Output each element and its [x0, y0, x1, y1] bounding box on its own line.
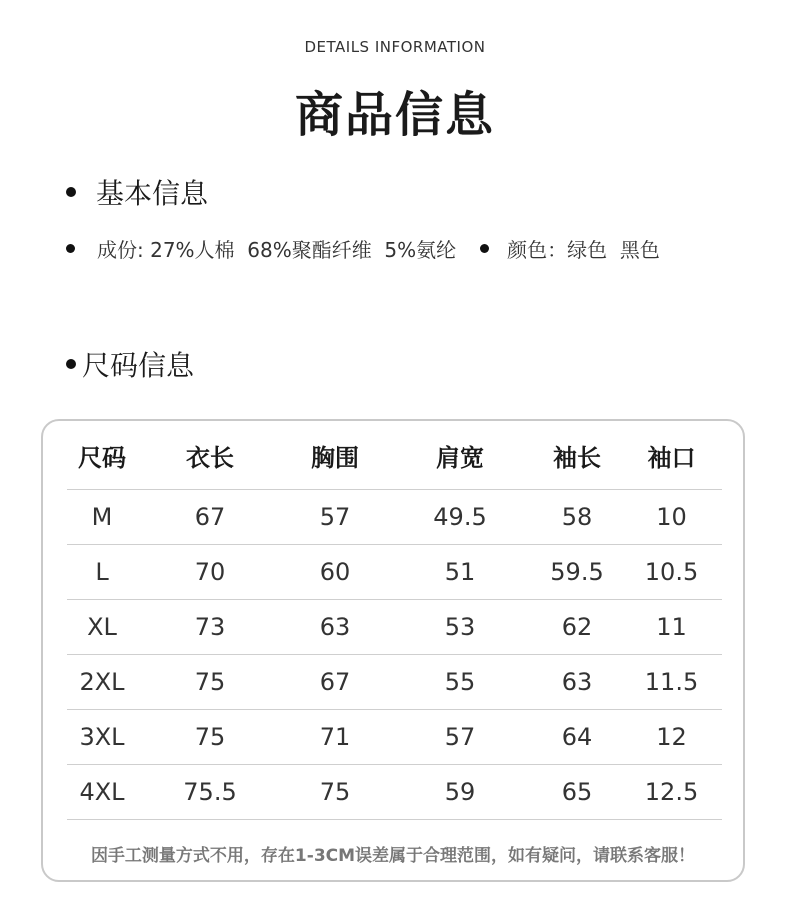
column-header-chest: 胸围 — [283, 421, 387, 490]
table-cell: 75 — [137, 655, 283, 710]
table-cell: 11 — [621, 600, 722, 655]
table-cell: 53 — [387, 600, 533, 655]
bullet-icon — [66, 187, 76, 197]
bullet-icon — [66, 244, 75, 253]
table-cell: L — [67, 545, 137, 600]
color-text: 颜色：绿色 黑色 — [507, 238, 660, 262]
table-cell: 51 — [387, 545, 533, 600]
basic-info-heading-label: 基本信息 — [96, 177, 209, 210]
table-cell: 3XL — [67, 710, 137, 765]
basic-info-line — [66, 234, 660, 263]
table-row — [67, 710, 722, 765]
table-cell: 57 — [387, 710, 533, 765]
table-cell: 10.5 — [621, 545, 722, 600]
table-cell: 75.5 — [137, 765, 283, 820]
table-cell: 4XL — [67, 765, 137, 820]
table-cell: 67 — [137, 490, 283, 545]
table-cell: 60 — [283, 545, 387, 600]
column-header-size: 尺码 — [67, 421, 137, 490]
basic-info-heading — [66, 172, 208, 212]
column-header-sleeve-length: 袖长 — [533, 421, 621, 490]
details-eyebrow: DETAILS INFORMATION — [304, 38, 486, 56]
table-row — [67, 655, 722, 710]
material-text: 成份: 27%人棉 68%聚酯纤维 5%氨纶 — [97, 238, 457, 262]
table-cell: XL — [67, 600, 137, 655]
table-cell: 58 — [533, 490, 621, 545]
table-cell: 2XL — [67, 655, 137, 710]
table-cell: 67 — [283, 655, 387, 710]
table-cell: 12.5 — [621, 765, 722, 820]
bullet-icon — [66, 359, 76, 369]
size-table — [67, 421, 722, 820]
table-header-row — [67, 421, 722, 490]
table-cell: M — [67, 490, 137, 545]
table-row — [67, 545, 722, 600]
table-cell: 73 — [137, 600, 283, 655]
bullet-icon — [480, 244, 489, 253]
table-cell: 57 — [283, 490, 387, 545]
measurement-footnote: 因手工测量方式不用，存在1-3CM误差属于合理范围，如有疑问，请联系客服！ — [90, 846, 696, 866]
table-cell: 62 — [533, 600, 621, 655]
table-row — [67, 600, 722, 655]
table-cell: 10 — [621, 490, 722, 545]
table-cell: 70 — [137, 545, 283, 600]
column-header-length: 衣长 — [137, 421, 283, 490]
table-cell: 71 — [283, 710, 387, 765]
table-cell: 59.5 — [533, 545, 621, 600]
table-cell: 63 — [533, 655, 621, 710]
column-header-shoulder: 肩宽 — [387, 421, 533, 490]
page-title: 商品信息 — [294, 87, 495, 143]
column-header-cuff: 袖口 — [621, 421, 722, 490]
table-cell: 59 — [387, 765, 533, 820]
table-row — [67, 490, 722, 545]
size-info-heading — [66, 344, 194, 384]
table-cell: 75 — [137, 710, 283, 765]
table-cell: 12 — [621, 710, 722, 765]
table-row — [67, 765, 722, 820]
table-cell: 64 — [533, 710, 621, 765]
size-chart-card — [41, 419, 745, 882]
table-cell: 55 — [387, 655, 533, 710]
table-cell: 75 — [283, 765, 387, 820]
table-cell: 65 — [533, 765, 621, 820]
table-cell: 11.5 — [621, 655, 722, 710]
size-info-heading-label: 尺码信息 — [82, 349, 195, 382]
table-cell: 63 — [283, 600, 387, 655]
table-cell: 49.5 — [387, 490, 533, 545]
